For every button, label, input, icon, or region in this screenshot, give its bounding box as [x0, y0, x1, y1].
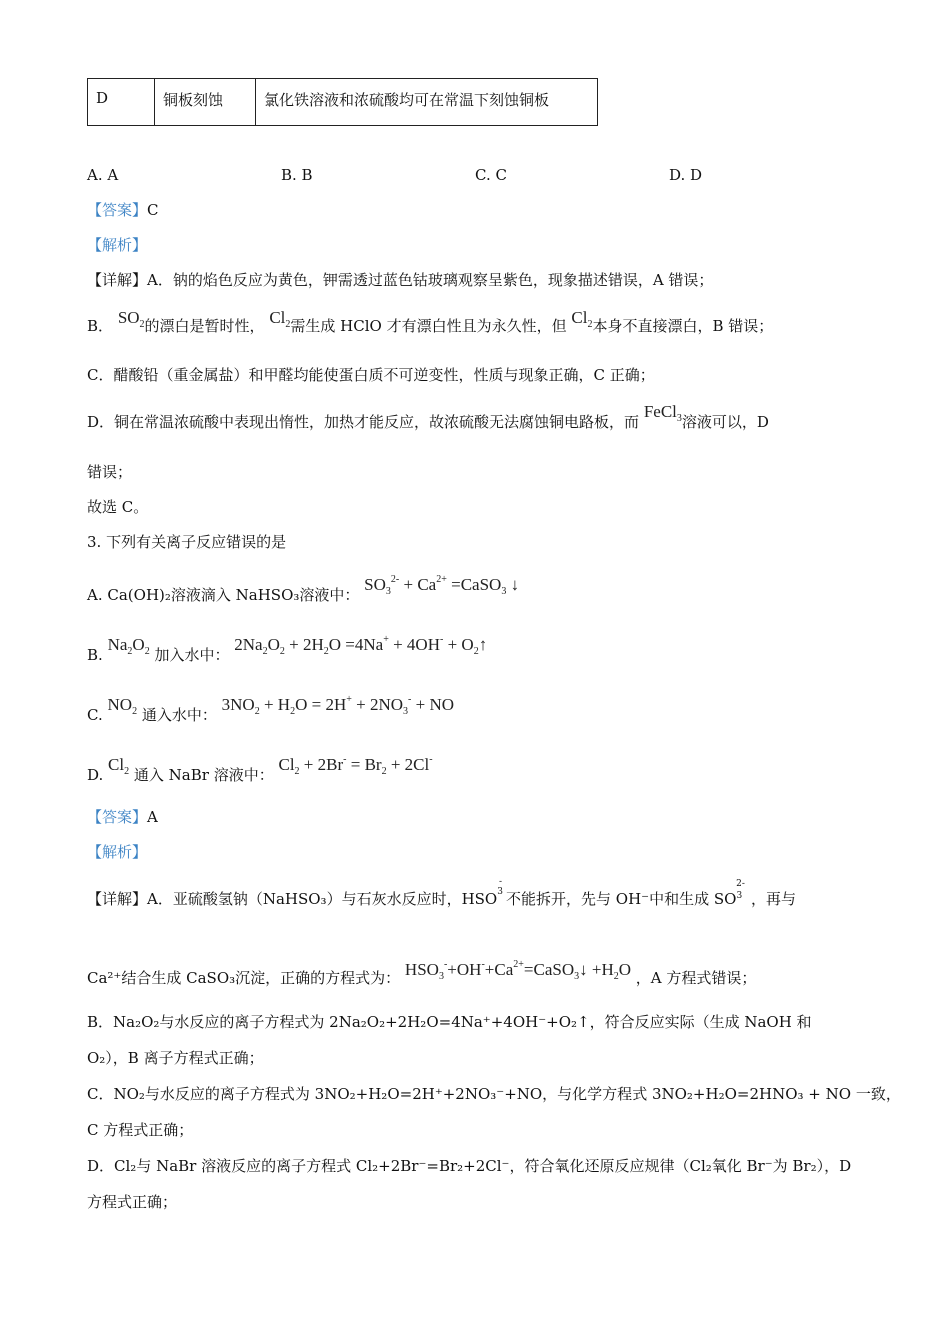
q3-option-b-prefix: B. — [87, 646, 103, 664]
q3-detail-c-1: C．NO₂与水反应的离子方程式为 3NO₂+H₂O=2H⁺+2NO₃⁻+NO，与化学方程式 3NO₂+H₂O=2HNO₃ + NO 一致， — [87, 1085, 901, 1103]
q3-detail-a-text2: 不能拆开，先与 OH⁻中和生成 SO — [506, 890, 737, 908]
q3-option-a — [87, 574, 520, 612]
question-title: 3. 下列有关离子反应错误的是 — [87, 533, 287, 551]
formula-cl2-b: $Cl_2$ — [571, 308, 593, 330]
q3-option-d-text: 通入 NaBr 溶液中： — [133, 766, 274, 784]
q3-answer-tag: 【答案】 — [87, 808, 148, 826]
q3-option-a-text: A. Ca(OH)₂溶液滴入 NaHSO₃溶液中： — [87, 586, 360, 604]
detail-d-text1: D．铜在常温浓硫酸中表现出惰性，加热才能反应，故浓硫酸无法腐蚀铜电路板，而 — [87, 413, 640, 431]
detail-b-text2: 需生成 HClO 才有漂白性且为永久性，但 — [290, 317, 567, 335]
formula-so2: $SO_2$ — [117, 308, 145, 330]
answer-tag: 【答案】 — [87, 201, 148, 219]
option-c: C. C — [475, 166, 507, 184]
option-b: B. B — [281, 166, 313, 184]
q3-option-d — [87, 754, 433, 792]
detail-d-end: 错误； — [87, 463, 133, 481]
equation-correct-a: $HSO_3^-+OH^-+Ca^{2+}=CaSO_3↓ +H_2O$ — [404, 959, 632, 982]
q3-option-b — [87, 634, 488, 672]
formula-na2o2: $Na_2O_2$ — [107, 635, 150, 657]
equation-a: $SO_3^{2-} + Ca^{2+}$ =CaSO$_3$ ↓ — [364, 574, 520, 597]
q3-detail-a-text3: ，再与 — [750, 890, 796, 908]
q3-answer-line — [87, 807, 158, 827]
q3-option-c-prefix: C. — [87, 706, 103, 724]
conclusion: 故选 C。 — [87, 498, 149, 516]
detail-a: 【详解】A．钠的焰色反应为黄色，钾需透过蓝色钴玻璃观察呈紫色，现象描述错误，A 错误； — [87, 271, 714, 289]
detail-b-text3: 本身不直接漂白，B 错误； — [592, 317, 774, 335]
answer-line — [87, 200, 159, 220]
detail-d-text2: 溶液可以，D — [681, 413, 769, 431]
equation-d: $Cl_2 + 2Br^- = Br_2 + 2Cl^-$ — [278, 754, 433, 777]
q3-option-c-text: 通入水中： — [141, 706, 217, 724]
table-cell-label: D — [88, 79, 155, 126]
q3-detail-a-text1: 【详解】A．亚硫酸氢钠（NaHSO₃）与石灰水反应时，HSO — [87, 890, 498, 908]
q3-analysis-tag: 【解析】 — [87, 843, 148, 861]
q3-option-c — [87, 694, 455, 732]
formula-cl2: $Cl_2$ — [269, 308, 291, 330]
q3-detail-a-text4: Ca²⁺结合生成 CaSO₃沉淀，正确的方程式为： — [87, 969, 401, 987]
detail-b — [87, 308, 774, 343]
detail-b-text1: 的漂白是暂时性， — [144, 317, 265, 335]
option-d: D. D — [669, 166, 703, 184]
q3-option-d-prefix: D. — [87, 766, 104, 784]
formula-no2: $NO_2$ — [107, 695, 138, 717]
formula-fecl3: FeCl$_3$ — [643, 402, 682, 424]
q3-detail-b-2: O₂），B 离子方程式正确； — [87, 1049, 264, 1067]
q3-detail-a: 【详解】A．亚硫酸氢钠（NaHSO₃）与石灰水反应时，$HSO^{3-}$不能拆开，先与 OH⁻中和生成 $SO^{32-}$，再与 — [87, 877, 796, 908]
detail-d — [87, 402, 769, 439]
q3-detail-b-1: B．Na₂O₂与水反应的离子方程式为 2Na₂O₂+2H₂O=4Na⁺+4OH⁻+O₂↑，符合反应实际（生成 NaOH 和 — [87, 1013, 812, 1031]
q3-option-b-text: 加入水中： — [154, 646, 230, 664]
equation-c: $3NO_2 + H_2O = 2H^+ + 2NO_3^-$ + NO — [221, 694, 455, 717]
answer-value: C — [147, 201, 159, 219]
q3-detail-d-2: 方程式正确； — [87, 1193, 178, 1211]
q3-detail-a-2 — [87, 959, 757, 995]
table-row — [88, 79, 598, 126]
analysis-tag: 【解析】 — [87, 236, 148, 254]
detail-b-prefix: B． — [87, 317, 114, 335]
q3-answer-value: A — [147, 808, 158, 826]
formula-cl2-d: $Cl_2$ — [108, 755, 130, 777]
detail-c: C．醋酸铅（重金属盐）和甲醛均能使蛋白质不可逆变性，性质与现象正确，C 正确； — [87, 366, 655, 384]
q3-detail-c-2: C 方程式正确； — [87, 1121, 194, 1139]
option-a: A. A — [87, 166, 119, 184]
q3-detail-a-text5: ，A 方程式错误； — [635, 969, 757, 987]
table-cell-item: 铜板刻蚀 — [155, 79, 256, 126]
table-cell-description: 氯化铁溶液和浓硫酸均可在常温下刻蚀铜板 — [256, 79, 598, 126]
q3-detail-d-1: D．Cl₂与 NaBr 溶液反应的离子方程式 Cl₂+2Br⁻=Br₂+2Cl⁻，符合氧化还原反应规律（Cl₂氧化 Br⁻为 Br₂），D — [87, 1157, 852, 1175]
equation-b: $2Na_2O_2 + 2H_2O =4Na^+ + 4OH^-$ + $O_2↑$ — [234, 634, 488, 657]
option-table — [87, 78, 598, 126]
